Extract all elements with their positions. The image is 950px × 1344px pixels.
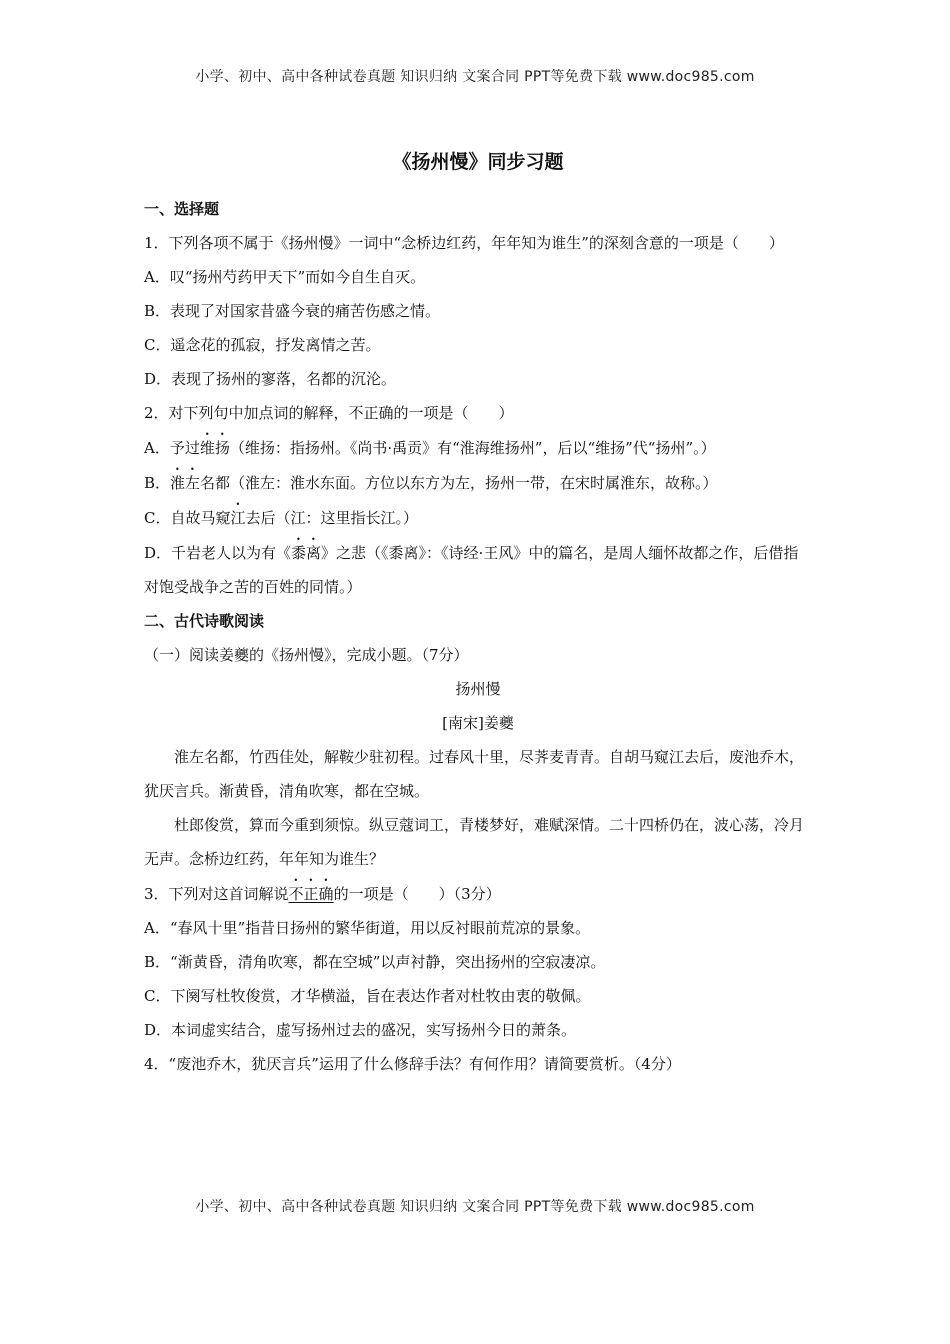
question-2-stem: 2．对下列句中加点词的解释，不正确的一项是（ ） <box>144 404 514 422</box>
poem-paragraph-1: 淮左名都，竹西佳处，解鞍少驻初程。过春风十里，尽荠麦青青。自胡马窥江去后，废池乔木，犹厌言兵。渐黄昏，清角吹寒，都在空城。 <box>144 748 805 800</box>
question-3-stem <box>144 876 812 911</box>
question-1-stem: 1．下列各项不属于《扬州慢》一词中“念桥边红药，年年知为谁生”的深刻含意的一项是（ ） <box>144 234 784 252</box>
dotted-word: 黍离 <box>291 544 322 562</box>
dotted-word: 江 <box>230 509 246 527</box>
dotted-underlined-word: 不正确 <box>288 885 334 903</box>
option-text: A．予过 <box>144 439 200 457</box>
document-body <box>144 148 812 1081</box>
reading-intro: （一）阅读姜夔的《扬州慢》，完成小题。（7分） <box>144 646 469 664</box>
question-1-option-c: C．遥念花的孤寂，抒发离情之苦。 <box>144 336 381 354</box>
section-heading-poetry: 二、古代诗歌阅读 <box>144 612 265 630</box>
page-header: 小学、初中、高中各种试卷真题 知识归纳 文案合同 PPT等免费下载 www.doc985.com <box>195 69 755 85</box>
stem-text: 的一项是（ ）（3分） <box>333 885 501 903</box>
option-text: 名都（淮左：淮水东面。方位以东方为左，扬州一带，在宋时属淮东，故称。） <box>200 474 718 492</box>
poem-paragraph-2: 杜郎俊赏，算而今重到须惊。纵豆蔻词工，青楼梦好，难赋深情。二十四桥仍在，波心荡，冷月无声。念桥边红药，年年知为谁生？ <box>144 816 805 868</box>
question-4-stem: 4．“废池乔木，犹厌言兵”运用了什么修辞手法？有何作用？请简要赏析。（4分） <box>144 1055 681 1073</box>
question-3-option-b: B．“渐黄昏，清角吹寒，都在空城”以声衬静，突出扬州的空寂凄凉。 <box>144 953 606 971</box>
section-heading-choice: 一、选择题 <box>144 200 220 218</box>
page-footer: 小学、初中、高中各种试卷真题 知识归纳 文案合同 PPT等免费下载 www.doc985.com <box>195 1199 755 1215</box>
question-2-option-c <box>144 500 812 535</box>
dotted-word: 维扬 <box>199 439 230 457</box>
question-2-option-b <box>144 465 812 500</box>
poem-title: 扬州慢 <box>455 680 501 698</box>
option-text: D．千岩老人以为有《 <box>144 544 292 562</box>
stem-text: 3．下列对这首词解说 <box>144 885 289 903</box>
question-2-option-a <box>144 430 812 465</box>
option-text: C．自故马窥 <box>144 509 231 527</box>
option-text: 》之悲（《黍离》：《诗经·王风》中的篇名，是周人缅怀故都之作，后借指对饱受战争之苦的百姓的同情。） <box>144 544 799 596</box>
dotted-word: 淮左 <box>170 474 201 492</box>
question-3-option-a: A．“春风十里”指昔日扬州的繁华街道，用以反衬眼前荒凉的景象。 <box>144 919 591 937</box>
poem-author: [南宋]姜夔 <box>442 714 514 732</box>
option-text: （维扬：指扬州。《尚书·禹贡》有“淮海维扬州”，后以“维扬”代“扬州”。） <box>229 439 716 457</box>
option-text: B． <box>144 474 171 492</box>
question-2-option-d <box>144 535 812 604</box>
question-3-option-d: D．本词虚实结合，虚写扬州过去的盛况，实写扬州今日的萧条。 <box>144 1021 577 1039</box>
question-1-option-b: B．表现了对国家昔盛今衰的痛苦伤感之情。 <box>144 302 441 320</box>
option-text: 去后（江：这里指长江。） <box>245 509 419 527</box>
question-1-option-d: D．表现了扬州的寥落，名都的沉沦。 <box>144 370 397 388</box>
page-title: 《扬州慢》同步习题 <box>392 151 564 173</box>
question-1-option-a: A．叹“扬州芍药甲天下”而如今自生自灭。 <box>144 268 426 286</box>
question-3-option-c: C．下阕写杜牧俊赏，才华横溢，旨在表达作者对杜牧由衷的敬佩。 <box>144 987 591 1005</box>
